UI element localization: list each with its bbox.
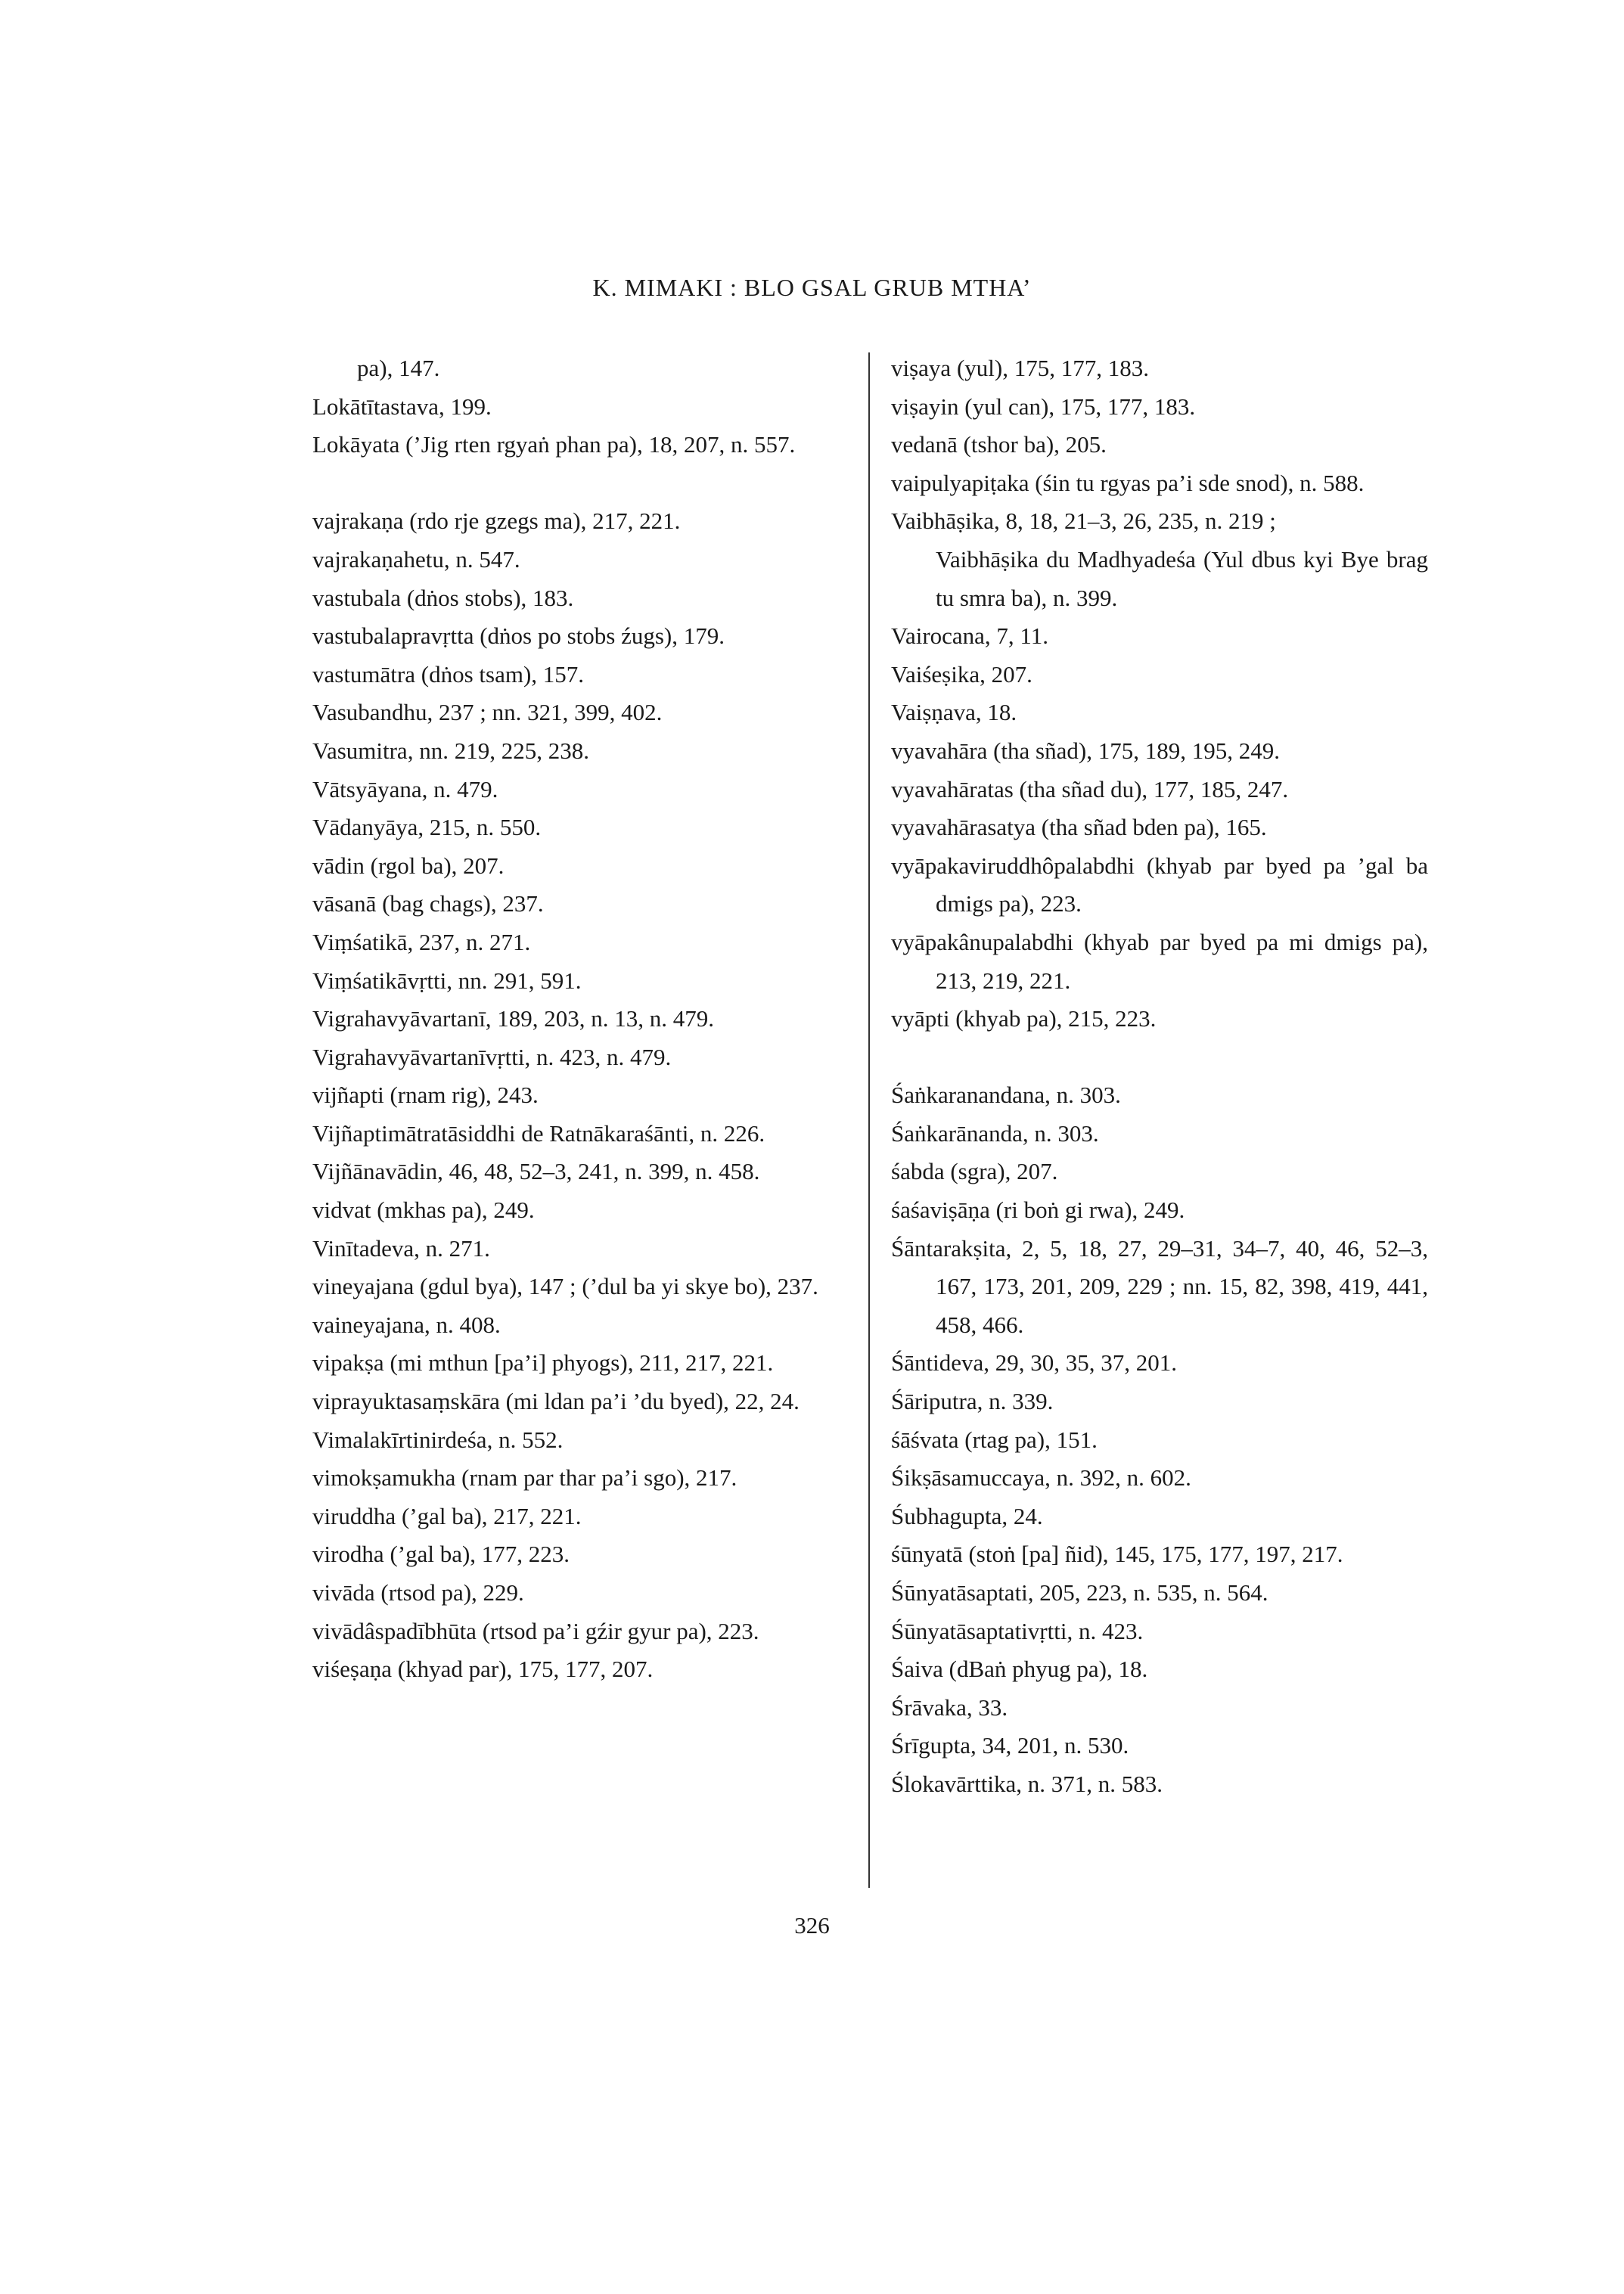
index-entry: Śāntideva, 29, 30, 35, 37, 201.	[891, 1349, 1177, 1377]
index-entry: vajrakaṇa (rdo rje gzegs ma), 217, 221.	[312, 508, 681, 535]
index-entry: śaśaviṣāṇa (ri boṅ gi rwa), 249.	[891, 1197, 1185, 1224]
index-entry: Śaṅkaranandana, n. 303.	[891, 1082, 1121, 1109]
index-entry: vyavahāratas (tha sñad du), 177, 185, 247.	[891, 775, 1289, 802]
index-entry: śūnyatā (stoṅ [pa] ñid), 145, 175, 177, 197, 217.	[891, 1541, 1343, 1568]
index-entry: vijñapti (rnam rig), 243.	[312, 1082, 539, 1109]
index-entry: vivādâspadībhūta (rtsod pa’i gźir gyur pa), 223.	[312, 1617, 759, 1644]
index-entry: Śaṅkarānanda, n. 303.	[891, 1119, 1099, 1147]
section-gap	[891, 1038, 1428, 1077]
index-entry: vāsanā (bag chags), 237.	[312, 890, 544, 917]
index-column-right	[891, 349, 1428, 1804]
index-entry: vajrakaṇahetu, n. 547.	[312, 545, 520, 573]
index-entry: Śūnyatāsaptativṛtti, n. 423.	[891, 1617, 1144, 1644]
index-entry: viruddha (’gal ba), 217, 221.	[312, 1502, 582, 1529]
index-entry: vastubala (dṅos stobs), 183.	[312, 584, 574, 611]
page-number: 326	[794, 1912, 830, 1939]
index-entry: Vimalakīrtinirdeśa, n. 552.	[312, 1426, 564, 1453]
index-entry: viśeṣaṇa (khyad par), 175, 177, 207.	[312, 1656, 654, 1683]
index-entry: Vigrahavyāvartanīvṛtti, n. 423, n. 479.	[312, 1043, 672, 1070]
index-entry: Viṃśatikāvṛtti, nn. 291, 591.	[312, 967, 582, 994]
index-entry: Śubhagupta, 24.	[891, 1502, 1043, 1529]
index-entry: śabda (sgra), 207.	[891, 1158, 1058, 1185]
index-entry: Śrāvaka, 33.	[891, 1693, 1008, 1721]
index-entry: Lokātītastava, 199.	[312, 393, 492, 420]
index-entry: Śāriputra, n. 339.	[891, 1388, 1054, 1415]
index-entry: vedanā (tshor ba), 205.	[891, 431, 1107, 458]
index-entry: Vātsyāyana, n. 479.	[312, 775, 498, 802]
index-entry: Vasubandhu, 237 ; nn. 321, 399, 402.	[312, 699, 663, 726]
index-entry: virodha (’gal ba), 177, 223.	[312, 1541, 570, 1568]
index-entry: vineyajana (gdul bya), 147 ; (’dul ba yi skye bo), 237.	[312, 1273, 818, 1300]
index-entry: Śrīgupta, 34, 201, n. 530.	[891, 1732, 1129, 1759]
index-entry: Vaiśeṣika, 207.	[891, 660, 1032, 688]
index-entry: vivāda (rtsod pa), 229.	[312, 1579, 524, 1606]
index-entry: vidvat (mkhas pa), 249.	[312, 1197, 535, 1224]
index-entry: viṣaya (yul), 175, 177, 183.	[891, 355, 1149, 381]
index-entry: viprayuktasaṃskāra (mi ldan pa’i ’du byed), 22, 24.	[312, 1388, 800, 1415]
index-entry: vipakṣa (mi mthun [pa’i] phyogs), 211, 217, 221.	[312, 1349, 774, 1377]
index-entry: Vādanyāya, 215, n. 550.	[312, 814, 542, 841]
index-entry: vastumātra (dṅos tsam), 157.	[312, 660, 585, 688]
index-entry: Vaibhāṣika du Madhyadeśa (Yul dbus kyi Bye brag tu smra ba), n. 399.	[936, 545, 1428, 611]
index-entry: Ślokavārttika, n. 371, n. 583.	[891, 1770, 1163, 1797]
section-gap	[312, 464, 842, 503]
column-divider	[868, 352, 870, 1888]
index-entry: Vairocana, 7, 11.	[891, 622, 1049, 650]
index-entry: vyāpakânupalabdhi (khyab par byed pa mi dmigs pa), 213, 219, 221.	[891, 928, 1428, 994]
running-head: K. MIMAKI : BLO GSAL GRUB MTHA’	[592, 274, 1032, 301]
index-entry: vastubalapravṛtta (dṅos po stobs źugs), 179.	[312, 622, 725, 650]
index-entry: vimokṣamukha (rnam par thar pa’i sgo), 217.	[312, 1464, 737, 1492]
index-entry: Vasumitra, nn. 219, 225, 238.	[312, 737, 589, 764]
index-entry: Vaiṣṇava, 18.	[891, 699, 1017, 726]
index-entry: vyavahāra (tha sñad), 175, 189, 195, 249.	[891, 737, 1280, 764]
index-entry: Śūnyatāsaptati, 205, 223, n. 535, n. 564.	[891, 1579, 1268, 1606]
index-entry: viṣayin (yul can), 175, 177, 183.	[891, 393, 1196, 420]
index-entry: vyavahārasatya (tha sñad bden pa), 165.	[891, 814, 1267, 841]
index-entry: Śaiva (dBaṅ phyug pa), 18.	[891, 1656, 1148, 1683]
index-entry: śāśvata (rtag pa), 151.	[891, 1426, 1098, 1453]
index-entry: Śikṣāsamuccaya, n. 392, n. 602.	[891, 1464, 1191, 1492]
index-entry: Viṃśatikā, 237, n. 271.	[312, 928, 531, 955]
index-entry: Śāntarakṣita, 2, 5, 18, 27, 29–31, 34–7, 40, 46, 52–3, 167, 173, 201, 209, 229 ; nn. 15, 82, 398, 419, 441, 458, 466.	[891, 1234, 1428, 1338]
index-column-left	[312, 349, 842, 1689]
index-entry: vyāpti (khyab pa), 215, 223.	[891, 1005, 1157, 1032]
index-entry: Vigrahavyāvartanī, 189, 203, n. 13, n. 479.	[312, 1005, 715, 1032]
index-entry: Vijñānavādin, 46, 48, 52–3, 241, n. 399, n. 458.	[312, 1158, 760, 1185]
index-entry: vādin (rgol ba), 207.	[312, 852, 505, 879]
index-entry: Lokāyata (’Jig rten rgyaṅ phan pa), 18, 207, n. 557.	[312, 431, 796, 458]
index-entry: vaineyajana, n. 408.	[312, 1311, 501, 1338]
index-entry: Vinītadeva, n. 271.	[312, 1234, 490, 1262]
index-entry: vyāpakaviruddhôpalabdhi (khyab par byed pa ’gal ba dmigs pa), 223.	[891, 852, 1428, 917]
index-entry: Vaibhāṣika, 8, 18, 21–3, 26, 235, n. 219 ;	[891, 508, 1276, 535]
index-entry: pa), 147.	[357, 355, 440, 381]
index-entry: Vijñaptimātratāsiddhi de Ratnākaraśānti, n. 226.	[312, 1119, 765, 1147]
index-entry: vaipulyapiṭaka (śin tu rgyas pa’i sde snod), n. 588.	[891, 469, 1365, 496]
